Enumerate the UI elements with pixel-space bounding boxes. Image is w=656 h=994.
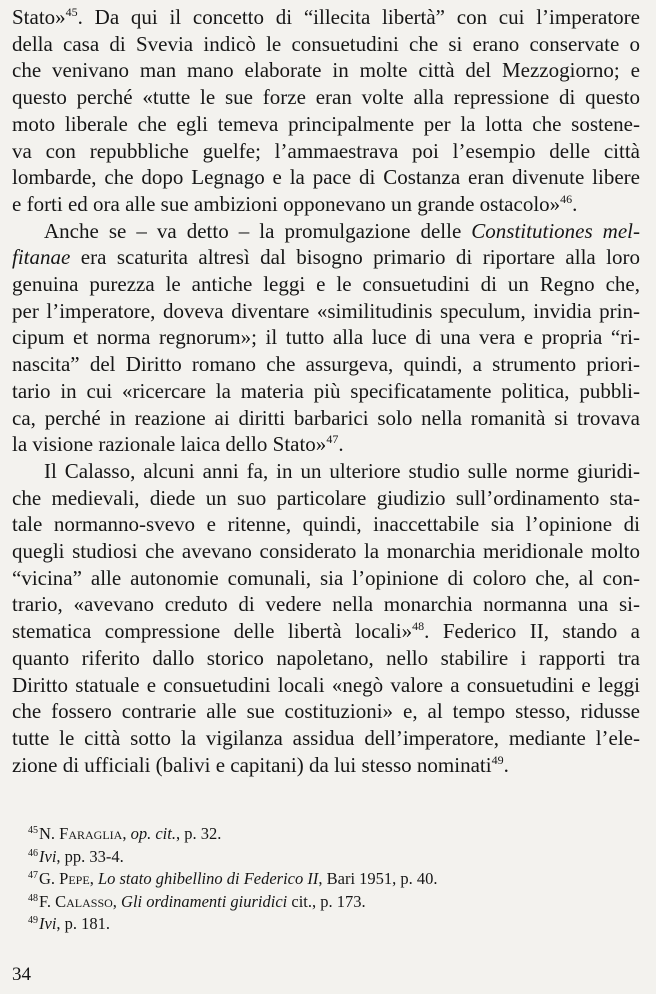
text-line: fitanae era scaturita altresì dal bisogno primario di riportare alla loro (12, 245, 640, 270)
text-line: che fossero contrarie alle sue costituzioni» e, al tempo stesso, ridusse (12, 699, 640, 724)
footnote: $^{48}$F. Calasso, Gli ordinamenti giuridici cit., p. 173. (28, 891, 366, 911)
footnote: $^{47}$G. Pepe, Lo stato ghibellino di Federico II, Bari 1951, p. 40. (28, 869, 438, 888)
footnote: $^{46}$Ivi, pp. 33-4. (28, 846, 124, 866)
footnote: $^{49}$Ivi, p. 181. (28, 914, 111, 933)
text-line: che venivano man mano elaborate in molte città del Mezzogiorno; e (12, 58, 640, 83)
text-line: cipum et norma regnorum»; il tutto alla luce di una vera e propria “ri- (12, 325, 640, 350)
text-line: della casa di Svevia indicò le consuetudini che si erano conservate o (12, 31, 640, 56)
text-line: tutte le città sotto la vigilanza assidua dell’imperatore, mediante l’ele- (12, 725, 640, 750)
text-line: per l’imperatore, doveva diventare «similitudinis speculum, invidia prin- (12, 298, 640, 323)
text-line: tale normanno-svevo e ritenne, quindi, inaccettabile sia l’opinione di (12, 512, 640, 537)
paragraph (12, 218, 640, 458)
footnote-ref: 46 (560, 191, 573, 206)
footnote-ref: 45 (65, 5, 78, 19)
text-line: trario, «avevano creduto di vedere nella monarchia normanna una si- (12, 592, 640, 617)
text-line: Diritto statuale e consuetudini locali «negò valore a consuetudini e leggi (12, 672, 640, 697)
text-line: ca, perché in reazione ai diritti barbarici solo nella romanità si trovava (12, 405, 640, 430)
footnote-ref: 48 (412, 619, 425, 634)
text-line: tario in cui «ricercare la materia più specificatamente politica, pubbli- (12, 378, 640, 403)
text-line: “vicina” alle autonomie comunali, sia l’opinione di coloro che, al con- (12, 565, 640, 590)
text-line: quegli studiosi che avevano considerato la monarchia meridionale molto (12, 539, 640, 564)
text-line: e forti ed ora alle sue ambizioni opponevano un grande ostacolo»$^{46}$. (12, 191, 578, 216)
footnote: $^{45}$N. Faraglia, op. cit., p. 32. (28, 824, 222, 843)
text-line: Stato»$^{45}$. Da qui il concetto di “illecita libertà” con cui l’imperatore (12, 5, 640, 29)
text-line: zione di ufficiali (balivi e capitani) da lui stesso nominati$^{49}$. (12, 752, 509, 777)
text-line: va con repubbliche guelfe; l’ammaestrava poi l’esempio delle città (12, 138, 640, 163)
footnotes (28, 823, 628, 936)
body-text (12, 4, 640, 778)
text-line: nascita” del Diritto romano che assurgeva, quindi, a strumento priori- (12, 352, 640, 377)
text-line: questo perché «tutte le sue forze eran volte alla repressione di questo (12, 85, 640, 110)
page-number: 34 (12, 964, 31, 985)
text-line: quanto riferito dallo storico napoletano, nello stabilire i rapporti tra (12, 645, 640, 670)
footnote-ref: 47 (326, 432, 339, 447)
text-line: Anche se – va detto – la promulgazione delle Constitutiones mel- (44, 218, 640, 243)
text-line: Il Calasso, alcuni anni fa, in un ulteriore studio sulle norme giuridi- (44, 458, 640, 483)
paragraph (12, 458, 640, 778)
text-line: moto liberale che egli temeva principalmente per la lotta che sostene- (12, 111, 640, 136)
text-line: la visione razionale laica dello Stato»$^{47}$. (12, 432, 344, 457)
text-line: stematica compressione delle libertà locali»$^{48}$. Federico II, stando a (12, 619, 640, 644)
text-line: che medievali, diede un suo particolare giudizio sull’ordinamento sta- (12, 485, 640, 510)
text-line: genuina purezza le antiche leggi e le consuetudini di un Regno che, (12, 272, 640, 297)
footnote-ref: 49 (491, 752, 504, 767)
paragraph (12, 4, 640, 218)
text-line: lombarde, che dopo Legnago e la pace di Costanza eran divenute libere (12, 165, 640, 190)
